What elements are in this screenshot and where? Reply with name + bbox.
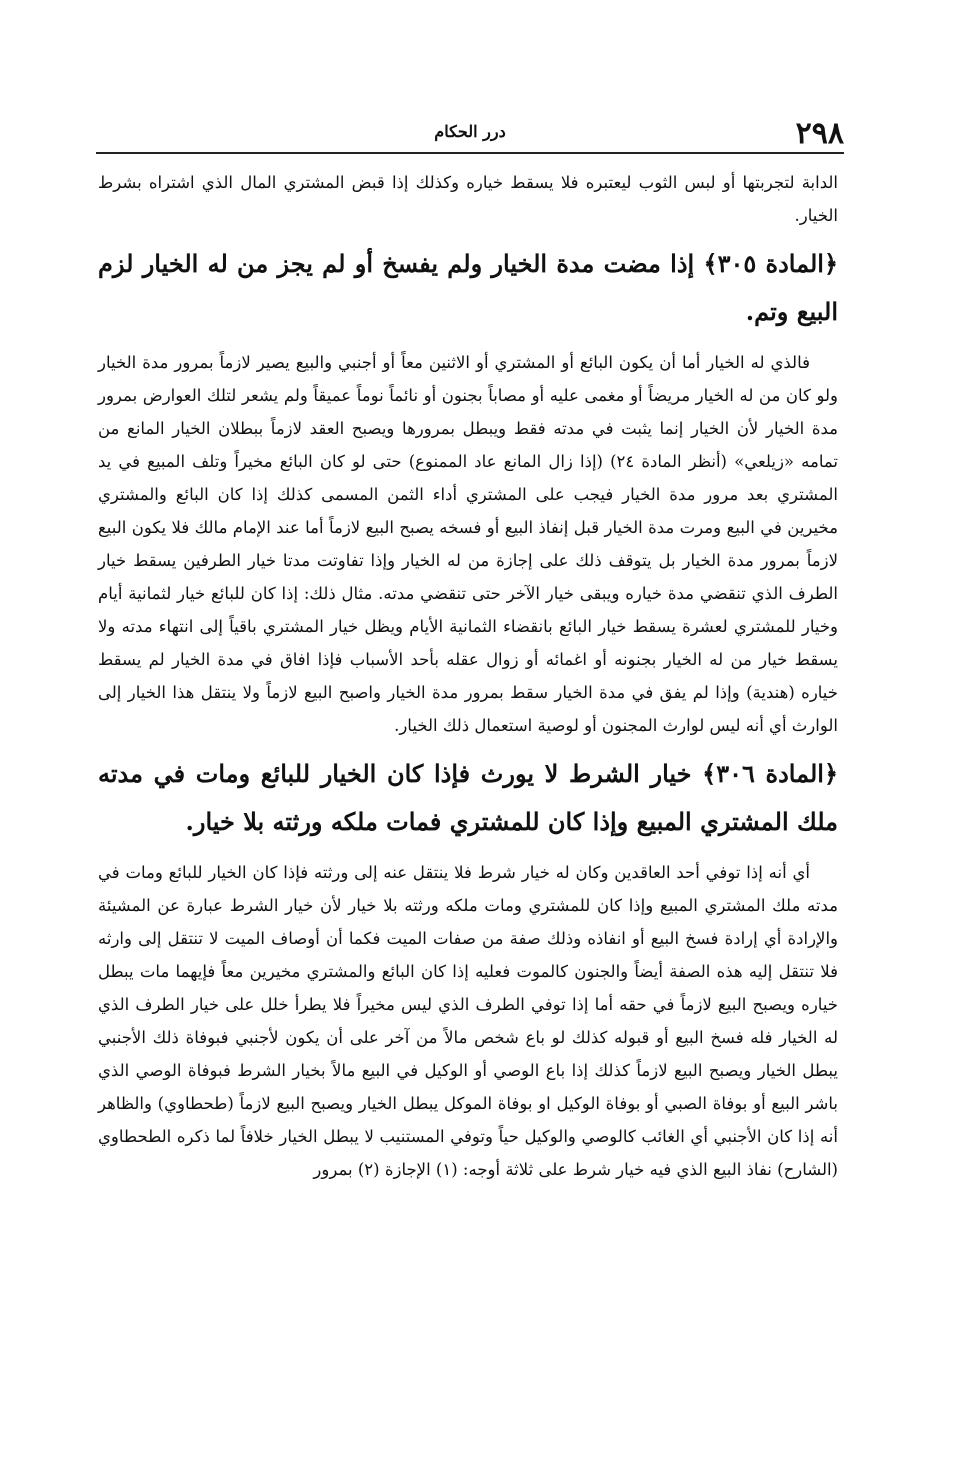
article-306-number: ﴿المادة ٣٠٦﴾ xyxy=(702,759,838,788)
page-body xyxy=(98,166,838,1186)
article-306-text: خيار الشرط لا يورث فإذا كان الخيار للبائع ومات في مدته ملك المشتري المبيع وإذا كان للمشتري فمات ملكه ورثته بلا خيار. xyxy=(98,759,838,836)
page-header xyxy=(96,108,844,158)
article-306 xyxy=(98,750,838,846)
header-divider xyxy=(96,152,844,154)
page-number: ٢٩٨ xyxy=(795,116,844,151)
paragraph-commentary-305: فالذي له الخيار أما أن يكون البائع أو المشتري أو الاثنين معاً أو أجنبي والبيع يصير لازماً بمرور مدة الخيار ولو كان من له الخيار مريضاً أو مغمى عليه أو مصاباً بجنون أو نائماً نوماً عميقاً ولم يشعر لتلك العوارض بمرور مدة الخيار لأن الخيار إنما يثبت في مدته فقط ويبطل بمرورها ويصبح العقد لازماً ببطلان الخيار المانع من تمامه «زيلعي» (أنظر المادة ٢٤) (إذا زال المانع عاد الممنوع) حتى لو كان البائع مخيراً وتلف المبيع في يد المشتري بعد مرور مدة الخيار فيجب على المشتري أداء الثمن المسمى كذلك إذا كان البائع والمشتري مخيرين في البيع ومرت مدة الخيار قبل إنفاذ البيع أو فسخه يصبح البيع لازماً أما عند الإمام مالك فلا يكون البيع لازماً بمرور مدة الخيار بل يتوقف ذلك على إجازة من له الخيار وإذا تفاوتت مدتا خيار الطرفين يسقط خيار الطرف الذي تنقضي مدة خياره ويبقى خيار الآخر حتى تنقضي مدته. مثال ذلك: إذا كان للبائع خيار لثمانية أيام وخيار للمشتري لعشرة يسقط خيار البائع بانقضاء الثمانية الأيام ويظل خيار المشتري باقياً إلى انتهاء مدته ولا يسقط خيار من له الخيار بجنونه أو اغمائه أو زوال عقله بأحد الأسباب فإذا افاق في مدة الخيار لم يسقط خياره (هندية) وإذا لم يفق في مدة الخيار سقط بمرور مدة الخيار واصبح البيع لازماً ولا ينتقل هذا الخيار إلى الوارث أي أنه ليس لوارث المجنون أو لوصية استعمال ذلك الخيار. xyxy=(98,353,839,735)
paragraph-commentary-306: أي أنه إذا توفي أحد العاقدين وكان له خيار شرط فلا ينتقل عنه إلى ورثته فإذا كان الخيار للبائع ومات في مدته ملك المشتري المبيع وإذا كان للمشتري ومات ملكه ورثته بلا خيار لأن خيار الشرط عبارة عن المشيئة والإرادة أي إرادة فسخ البيع أو انفاذه وذلك صفة من صفات الميت فكما أن أوصاف الميت لا تنتقل إلى وارثه فلا تنتقل إليه هذه الصفة أيضاً والجنون كالموت فعليه إذا كان البائع والمشتري مخيرين معاً فإيهما مات يبطل خياره ويصبح البيع لازماً في حقه أما إذا توفي الطرف الذي ليس مخيراً فلا يطرأ خلل على خيار الطرف الذي له الخيار فله فسخ البيع أو قبوله كذلك لو باع شخص مالاً من آخر على أن يكون لأجنبي فبوفاة ذلك الأجنبي يبطل الخيار ويصبح البيع لازماً كذلك إذا باع الوصي أو الوكيل في البيع مالاً بخيار الشرط فبوفاة الوصي الذي باشر البيع أو بوفاة الصبي أو بوفاة الوكيل او بوفاة الموكل يبطل الخيار ويصبح البيع لازماً (طحطاوي) والظاهر أنه إذا كان الأجنبي أي الغائب كالوصي والوكيل حياً وتوفي المستنيب لا يبطل الخيار خلافاً لما ذكره الطحطاوي (الشارح) نفاذ البيع الذي فيه خيار شرط على ثلاثة أوجه: (١) الإجازة (٢) بمرور xyxy=(98,863,838,1179)
paragraph-continuation: الدابة لتجربتها أو لبس الثوب ليعتبره فلا يسقط خياره وكذلك إذا قبض المشتري المال الذي اشتراه بشرط الخيار. xyxy=(98,173,838,225)
article-305-text: إذا مضت مدة الخيار ولم يفسخ أو لم يجز من له الخيار لزم البيع وتم. xyxy=(98,249,838,326)
article-305 xyxy=(98,240,838,336)
article-305-number: ﴿المادة ٣٠٥﴾ xyxy=(703,249,839,278)
running-title: درر الحكام xyxy=(434,122,506,141)
